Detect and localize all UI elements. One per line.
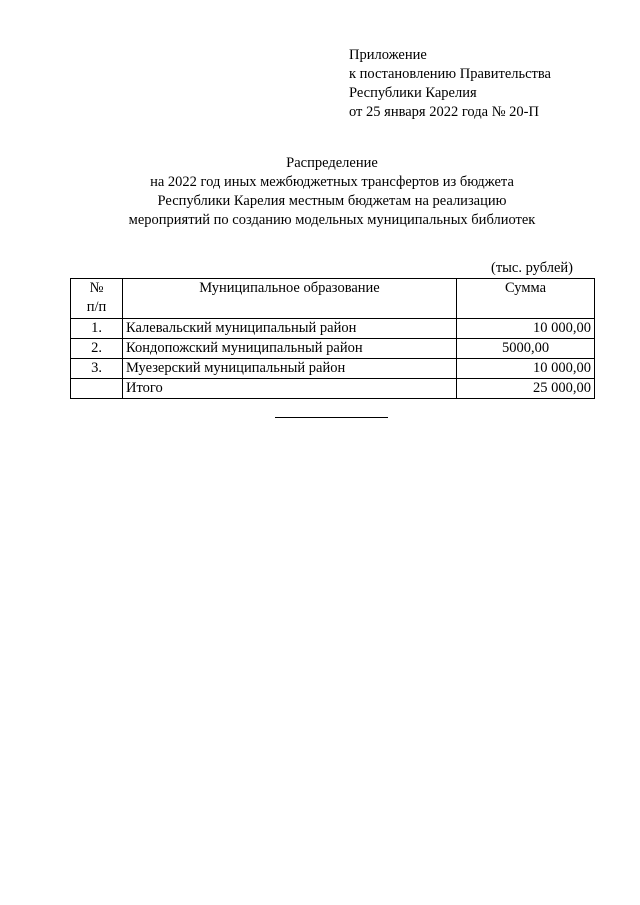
row-municipality: Муезерский муниципальный район (123, 359, 457, 379)
row-sum: 10 000,00 (457, 319, 595, 339)
table-total-row (71, 379, 595, 399)
appendix-decree-ref: к постановлению Правительства (349, 66, 551, 82)
appendix-header (349, 46, 551, 122)
row-number: 1. (71, 319, 123, 339)
row-number: 3. (71, 359, 123, 379)
total-label: Итого (123, 379, 457, 399)
row-sum: 10 000,00 (457, 359, 595, 379)
appendix-title: Приложение (349, 47, 427, 63)
total-number-empty (71, 379, 123, 399)
row-municipality: Калевальский муниципальный район (123, 319, 457, 339)
title-line-1: Распределение (286, 155, 378, 171)
table-header-row (71, 279, 595, 319)
row-municipality: Кондопожский муниципальный район (123, 339, 457, 359)
table-row (71, 319, 595, 339)
header-municipality: Муниципальное образование (123, 279, 457, 319)
row-number: 2. (71, 339, 123, 359)
row-sum: 5000,00 (457, 339, 595, 359)
header-number-pp: п/п (86, 299, 107, 315)
appendix-date-number: от 25 января 2022 года № 20-П (349, 104, 539, 120)
distribution-table (70, 278, 595, 399)
units-label: (тыс. рублей) (491, 260, 573, 276)
title-line-3: Республики Карелия местным бюджетам на реализацию (157, 193, 507, 209)
title-line-4: мероприятий по созданию модельных муниципальных библиотек (128, 212, 536, 228)
table-row (71, 359, 595, 379)
header-number-symbol: № (89, 280, 104, 296)
header-sum: Сумма (457, 279, 595, 319)
end-divider (275, 417, 388, 418)
table-row (71, 339, 595, 359)
total-sum: 25 000,00 (457, 379, 595, 399)
title-line-2: на 2022 год иных межбюджетных трансфертов из бюджета (150, 174, 514, 190)
header-number (71, 279, 123, 319)
document-title (0, 154, 640, 230)
appendix-republic: Республики Карелия (349, 85, 477, 101)
